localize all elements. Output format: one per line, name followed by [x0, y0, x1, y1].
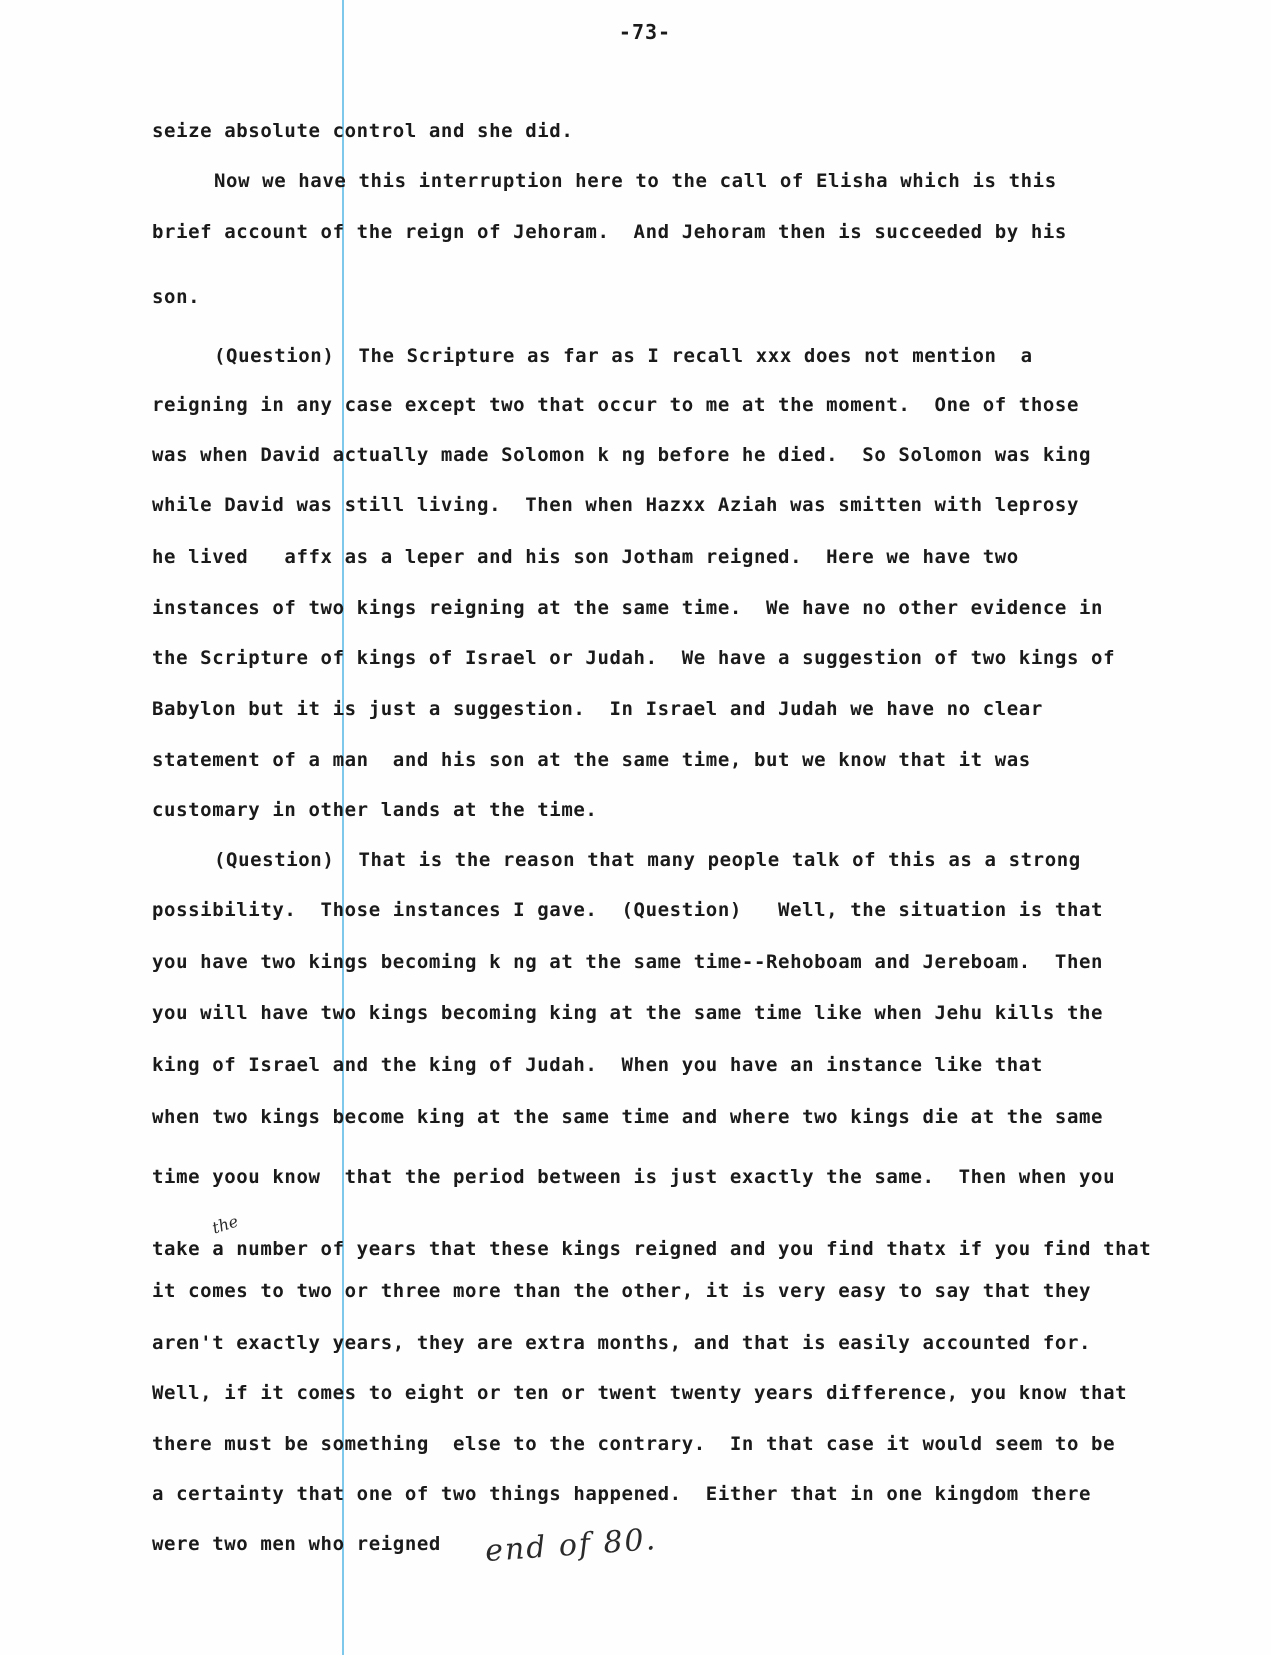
text-line: Babylon but it is just a suggestion. In Israel and Judah we have no clear	[152, 698, 1043, 720]
text-line: when two kings become king at the same time and where two kings die at the same	[152, 1106, 1104, 1128]
text-line: possibility. Those instances I gave. (Question) Well, the situation is that	[152, 899, 1104, 921]
text-line: king of Israel and the king of Judah. When you have an instance like that	[152, 1054, 1043, 1076]
text-line: instances of two kings reigning at the same time. We have no other evidence in	[152, 597, 1104, 619]
text-line: you will have two kings becoming king at the same time like when Jehu kills the	[152, 1002, 1104, 1024]
text-line: Now we have this interruption here to the call of Elisha which is this	[214, 170, 1057, 192]
text-line: time yoou know that the period between is just exactly the same. Then when you	[152, 1166, 1116, 1188]
text-line: reigning in any case except two that occur to me at the moment. One of those	[152, 394, 1079, 416]
interlinear-correction: the	[209, 1211, 241, 1238]
text-line: a certainty that one of two things happened. Either that in one kingdom there	[152, 1483, 1092, 1505]
page-number: -73-	[618, 20, 672, 44]
text-line: aren't exactly years, they are extra months, and that is easily accounted for.	[152, 1332, 1092, 1354]
text-line: it comes to two or three more than the other, it is very easy to say that they	[152, 1280, 1092, 1302]
text-line: were two men who reigned	[152, 1533, 441, 1555]
text-line: was when David actually made Solomon k ng before he died. So Solomon was king	[152, 444, 1092, 466]
text-line: take a number of years that these kings reigned and you find thatx if you find that	[152, 1238, 1152, 1260]
margin-rule	[342, 0, 344, 1655]
text-line: there must be something else to the contrary. In that case it would seem to be	[152, 1433, 1116, 1455]
text-line: while David was still living. Then when Hazxx Aziah was smitten with leprosy	[152, 494, 1079, 516]
text-line: son.	[152, 286, 201, 308]
text-line: Well, if it comes to eight or ten or twent twenty years difference, you know that	[152, 1382, 1128, 1404]
text-line: statement of a man and his son at the same time, but we know that it was	[152, 749, 1031, 771]
text-line: you have two kings becoming k ng at the same time--Rehoboam and Jereboam. Then	[152, 951, 1104, 973]
text-line: the Scripture of kings of Israel or Judah. We have a suggestion of two kings of	[152, 647, 1116, 669]
handwritten-note: end of 80.	[483, 1522, 659, 1569]
text-line: (Question) That is the reason that many people talk of this as a strong	[214, 849, 1081, 871]
text-line: customary in other lands at the time.	[152, 799, 598, 821]
text-line: he lived affx as a leper and his son Jotham reigned. Here we have two	[152, 546, 1019, 568]
text-line: brief account of the reign of Jehoram. And Jehoram then is succeeded by his	[152, 221, 1067, 243]
text-line: (Question) The Scripture as far as I recall xxx does not mention a	[214, 345, 1033, 367]
text-line: seize absolute control and she did.	[152, 120, 574, 142]
